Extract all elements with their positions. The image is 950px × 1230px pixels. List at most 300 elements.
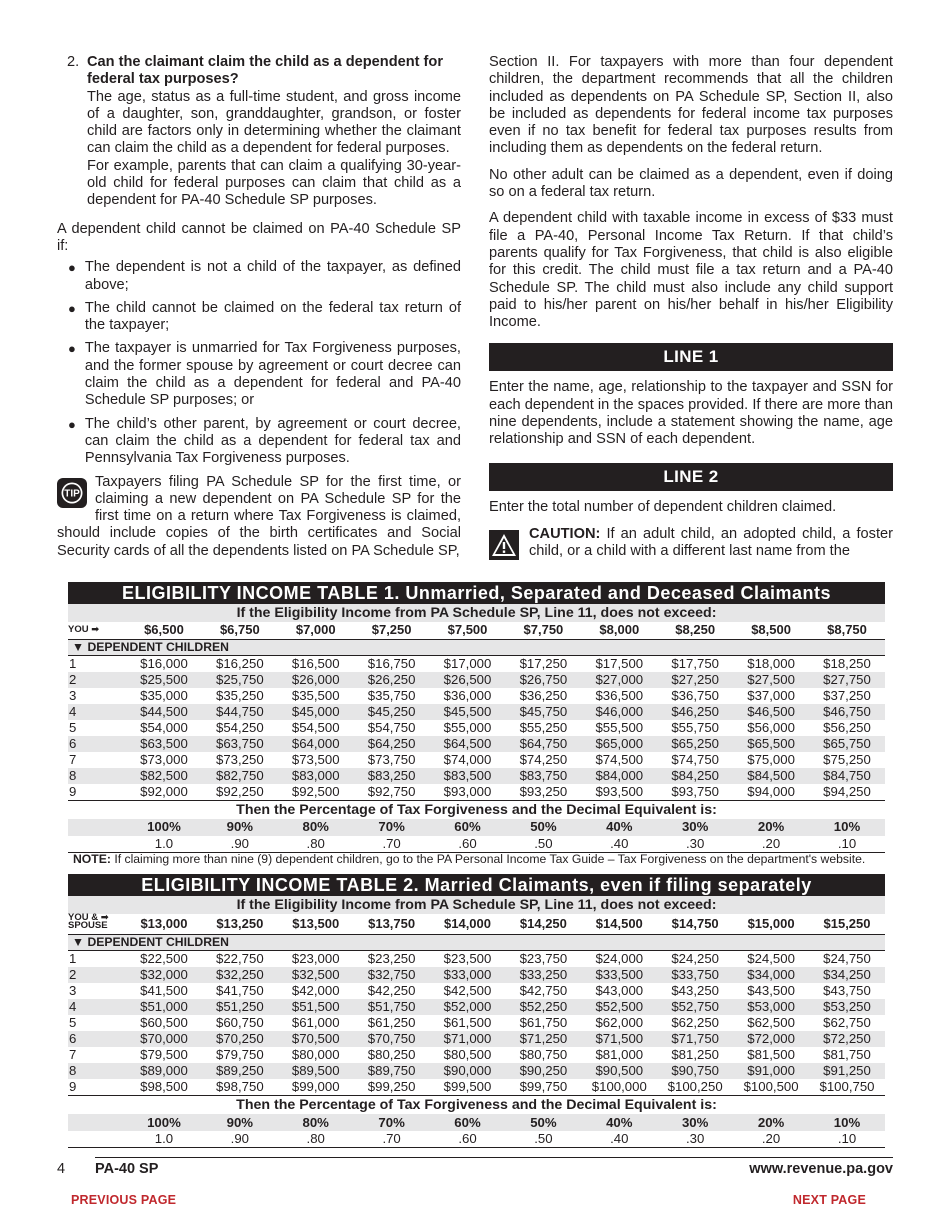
table-2-grid xyxy=(68,914,885,1148)
income-limit: $62,000 xyxy=(595,1015,644,1030)
income-threshold: $8,000 xyxy=(581,622,657,639)
forgiveness-percentage: 80% xyxy=(278,819,354,836)
income-limit: $80,000 xyxy=(291,1047,340,1062)
decimal-equivalent: .20 xyxy=(733,836,809,853)
income-limit: $24,750 xyxy=(823,951,871,966)
income-limit: $51,000 xyxy=(126,999,202,1015)
table-1-title: ELIGIBILITY INCOME TABLE 1. Unmarried, Separated and Deceased Claimants xyxy=(68,582,885,604)
forgiveness-percentage: 20% xyxy=(733,819,809,836)
footer-rule xyxy=(95,1157,893,1158)
forgiveness-percentage: 100% xyxy=(126,819,202,836)
income-limit: $17,750 xyxy=(671,655,720,671)
decimal-equivalent: .80 xyxy=(278,836,354,853)
income-limit: $42,750 xyxy=(519,983,568,998)
income-limit: $22,750 xyxy=(216,951,264,966)
income-threshold: $15,000 xyxy=(733,914,809,935)
forgiveness-percentage: 60% xyxy=(430,1114,506,1131)
income-threshold: $13,250 xyxy=(202,914,278,935)
income-limit: $100,500 xyxy=(733,1079,809,1096)
income-limit: $46,000 xyxy=(581,704,657,720)
percentage-row xyxy=(68,1114,885,1131)
list-item: ● The taxpayer is unmarried for Tax Forgiveness purposes, and the former spouse by agreement or court decree can claim the child as a dependent for federal and PA-40 Schedule SP purposes; or xyxy=(68,340,461,409)
income-limit: $52,250 xyxy=(505,999,581,1015)
income-limit: $55,250 xyxy=(519,719,568,735)
income-limit: $34,000 xyxy=(733,967,809,983)
page-number: 4 xyxy=(57,1161,66,1177)
income-limit: $84,250 xyxy=(657,768,733,784)
dependent-children-label: ▼ DEPENDENT CHILDREN xyxy=(68,639,885,655)
forgiveness-percentage: 70% xyxy=(354,819,430,836)
income-threshold: $13,000 xyxy=(126,914,202,935)
decimal-equivalent: .90 xyxy=(202,836,278,853)
tip-icon xyxy=(57,478,87,508)
income-limit: $32,250 xyxy=(202,967,278,983)
income-limit: $42,500 xyxy=(443,983,492,998)
decimal-equivalent: 1.0 xyxy=(126,836,202,853)
table-row xyxy=(68,951,885,968)
forgiveness-percentage: 70% xyxy=(354,1114,430,1131)
percentage-caption: Then the Percentage of Tax Forgiveness and the Decimal Equivalent is: xyxy=(236,801,717,818)
income-limit: $93,750 xyxy=(657,784,733,801)
decimal-equivalent: .40 xyxy=(581,1131,657,1148)
line-2-text: Enter the total number of dependent children claimed. xyxy=(489,498,837,515)
forgiveness-percentage: 90% xyxy=(202,819,278,836)
caution-label: CAUTION: xyxy=(529,525,601,542)
income-limit: $51,750 xyxy=(354,999,430,1015)
table-row xyxy=(68,967,885,983)
decimal-row xyxy=(68,1131,885,1148)
note-label: NOTE: xyxy=(73,852,111,866)
income-limit: $42,000 xyxy=(291,983,340,998)
income-limit: $27,750 xyxy=(809,672,885,688)
income-limit: $83,750 xyxy=(505,768,581,784)
dependent-count: 2 xyxy=(68,672,126,688)
income-limit: $41,500 xyxy=(140,983,188,998)
percentage-caption: Then the Percentage of Tax Forgiveness and the Decimal Equivalent is: xyxy=(236,1097,717,1113)
decimal-equivalent: .10 xyxy=(809,1131,885,1148)
income-limit: $70,250 xyxy=(202,1031,278,1047)
blank-cell xyxy=(68,1114,126,1131)
forgiveness-percentage: 30% xyxy=(657,1114,733,1131)
income-limit: $71,500 xyxy=(581,1031,657,1047)
income-threshold: $7,250 xyxy=(354,622,430,639)
income-limit: $74,750 xyxy=(671,751,720,767)
table-row xyxy=(68,784,885,801)
income-limit: $52,000 xyxy=(430,999,506,1015)
income-limit: $32,000 xyxy=(126,967,202,983)
income-limit: $23,000 xyxy=(291,951,340,966)
bullet-icon: ● xyxy=(68,341,76,357)
income-limit: $74,500 xyxy=(595,751,644,767)
forgiveness-percentage: 90% xyxy=(202,1114,278,1131)
income-limit: $51,250 xyxy=(202,999,278,1015)
income-limit: $75,000 xyxy=(747,751,795,767)
income-limit: $52,750 xyxy=(657,999,733,1015)
income-limit: $61,750 xyxy=(519,1015,568,1030)
income-limit: $60,750 xyxy=(216,1015,264,1030)
income-limit: $80,250 xyxy=(367,1047,416,1062)
svg-text:TIP: TIP xyxy=(64,488,80,500)
income-limit: $23,500 xyxy=(443,951,492,966)
income-limit: $91,250 xyxy=(809,1063,885,1079)
income-threshold: $13,750 xyxy=(354,914,430,935)
forgiveness-percentage: 50% xyxy=(505,1114,581,1131)
income-limit: $54,500 xyxy=(291,719,340,735)
income-limit: $18,000 xyxy=(747,655,795,671)
income-limit: $80,500 xyxy=(443,1047,492,1062)
table-row xyxy=(68,736,885,752)
dependent-count: 6 xyxy=(68,1031,126,1047)
income-limit: $27,000 xyxy=(581,672,657,688)
left-column xyxy=(57,54,461,560)
decimal-equivalent: .60 xyxy=(430,1131,506,1148)
income-limit: $90,000 xyxy=(430,1063,506,1079)
income-limit: $60,500 xyxy=(140,1015,188,1030)
line-1-text: Enter the name, age, relationship to the taxpayer and SSN for each dependent in the spaces provided. If there are more than nine dependents, include a statement showing the name, age relationship and SSN of each dependent. xyxy=(489,379,893,448)
income-limit: $72,000 xyxy=(733,1031,809,1047)
cannot-claim-intro: A dependent child cannot be claimed on PA-40 Schedule SP if: xyxy=(57,220,461,254)
tip-text: Taxpayers filing PA Schedule SP for the first time, or claiming a new dependent on PA Schedule SP for the first time on a return where Tax Forgiveness is claimed, should include copies of the birth certificates and Social Security cards of all the dependents listed on PA Schedule SP, xyxy=(57,473,461,559)
income-limit: $92,250 xyxy=(202,784,278,801)
income-threshold: $8,250 xyxy=(657,622,733,639)
income-limit: $45,250 xyxy=(354,704,430,720)
income-limit: $61,000 xyxy=(291,1015,340,1030)
bullet-icon: ● xyxy=(68,260,76,276)
income-limit: $61,500 xyxy=(443,1015,492,1030)
cannot-claim-list xyxy=(57,259,461,467)
bullet-icon: ● xyxy=(68,300,76,316)
income-limit: $32,750 xyxy=(354,967,430,983)
forgiveness-percentage: 50% xyxy=(505,819,581,836)
table-row xyxy=(68,1079,885,1096)
income-threshold: $7,000 xyxy=(278,622,354,639)
dependent-count: 5 xyxy=(69,719,77,735)
income-threshold: $14,000 xyxy=(430,914,506,935)
income-threshold: $13,500 xyxy=(278,914,354,935)
income-limit: $23,250 xyxy=(367,951,416,966)
table-row xyxy=(68,999,885,1015)
income-limit: $84,500 xyxy=(733,768,809,784)
claimant-label: YOU ➡ xyxy=(68,622,126,639)
income-limit: $79,500 xyxy=(140,1047,188,1062)
table-1-subtitle: If the Eligibility Income from PA Schedule SP, Line 11, does not exceed: xyxy=(68,604,885,622)
forgiveness-percentage: 60% xyxy=(430,819,506,836)
dependent-children-row xyxy=(68,935,885,951)
table-row xyxy=(68,983,885,999)
item-2 xyxy=(57,54,461,210)
income-limit: $46,500 xyxy=(733,704,809,720)
caution-block xyxy=(489,526,893,561)
caution-text: If an adult child, an adopted child, a foster child, or a child with a different last name from the xyxy=(529,525,893,560)
tip-block xyxy=(57,474,461,560)
income-limit: $65,500 xyxy=(733,736,809,752)
income-limit: $65,750 xyxy=(809,736,885,752)
income-limit: $82,750 xyxy=(202,768,278,784)
income-limit: $81,250 xyxy=(671,1047,720,1062)
dependent-count: 4 xyxy=(68,704,126,720)
income-limit: $81,000 xyxy=(595,1047,644,1062)
income-limit: $74,250 xyxy=(519,751,568,767)
income-limit: $75,250 xyxy=(823,751,871,767)
item-paragraph-2: For example, parents that can claim a qualifying 30-year-old child for federal purposes can claim that child as a dependent for PA-40 Schedule SP purposes. xyxy=(87,157,461,209)
table-row xyxy=(68,768,885,784)
income-limit: $17,500 xyxy=(595,655,644,671)
dependent-count: 2 xyxy=(68,967,126,983)
table-row xyxy=(68,720,885,736)
income-limit: $36,250 xyxy=(519,687,568,703)
income-limit: $73,250 xyxy=(216,751,264,767)
bullet-icon: ● xyxy=(68,416,76,432)
income-limit: $61,250 xyxy=(367,1015,416,1030)
income-threshold: $6,500 xyxy=(126,622,202,639)
eligibility-table-2 xyxy=(68,874,885,1148)
forgiveness-percentage: 10% xyxy=(809,1114,885,1131)
table-row xyxy=(68,1047,885,1063)
income-limit: $43,500 xyxy=(747,983,795,998)
dependent-count: 5 xyxy=(69,1015,77,1030)
dependent-count: 1 xyxy=(69,951,77,966)
income-limit: $81,750 xyxy=(823,1047,871,1062)
income-limit: $46,250 xyxy=(657,704,733,720)
income-limit: $92,750 xyxy=(354,784,430,801)
income-limit: $43,750 xyxy=(823,983,871,998)
percentage-caption-row xyxy=(68,1096,885,1115)
list-item: ● The child’s other parent, by agreement or court decree, can claim the child as a dependent for federal tax and Pennsylvania Tax Forgiveness purposes. xyxy=(68,415,461,467)
income-limit: $92,500 xyxy=(278,784,354,801)
income-limit: $35,000 xyxy=(140,687,188,703)
next-page-link[interactable]: NEXT PAGE xyxy=(792,1193,866,1207)
income-limit: $84,000 xyxy=(581,768,657,784)
decimal-equivalent: .60 xyxy=(430,836,506,853)
income-limit: $36,750 xyxy=(671,687,720,703)
income-limit: $83,000 xyxy=(278,768,354,784)
item-paragraph-1: The age, status as a full-time student, and gross income of a daughter, son, granddaughter, grandson, or foster child are factors only in determining whether the claimant can claim the child as a dependent for federal purposes. xyxy=(87,88,461,157)
income-limit: $89,750 xyxy=(354,1063,430,1079)
income-limit: $24,250 xyxy=(671,951,720,966)
income-header-row xyxy=(68,622,885,639)
income-limit: $98,750 xyxy=(202,1079,278,1096)
income-limit: $24,000 xyxy=(595,951,644,966)
income-limit: $55,000 xyxy=(443,719,492,735)
dependent-count: 6 xyxy=(68,736,126,752)
income-limit: $73,000 xyxy=(140,751,188,767)
decimal-equivalent: .90 xyxy=(202,1131,278,1148)
dependent-count: 1 xyxy=(69,655,77,671)
income-limit: $32,500 xyxy=(278,967,354,983)
decimal-equivalent: .50 xyxy=(505,836,581,853)
income-limit: $73,500 xyxy=(291,751,340,767)
income-limit: $35,750 xyxy=(367,687,416,703)
right-paragraph-1: Section II. For taxpayers with more than four dependent children, the department recommends that all the children included as dependents on PA Schedule SP, Section II, also be included as dependents for federal income tax purposes even if no tax benefit for federal tax purposes results from including them as dependents on the federal return. xyxy=(489,54,893,157)
income-limit: $100,000 xyxy=(581,1079,657,1096)
income-limit: $84,750 xyxy=(809,768,885,784)
income-limit: $18,250 xyxy=(823,655,871,671)
income-limit: $74,000 xyxy=(443,751,492,767)
dependent-count: 3 xyxy=(69,687,77,703)
income-limit: $37,000 xyxy=(747,687,795,703)
dependent-count: 4 xyxy=(68,999,126,1015)
income-limit: $16,250 xyxy=(216,655,264,671)
income-limit: $43,000 xyxy=(595,983,644,998)
forgiveness-percentage: 80% xyxy=(278,1114,354,1131)
income-limit: $54,000 xyxy=(140,719,188,735)
income-limit: $93,500 xyxy=(581,784,657,801)
income-limit: $65,250 xyxy=(657,736,733,752)
income-limit: $93,000 xyxy=(430,784,506,801)
income-limit: $62,250 xyxy=(671,1015,720,1030)
income-limit: $54,750 xyxy=(367,719,416,735)
income-limit: $90,500 xyxy=(581,1063,657,1079)
income-limit: $34,250 xyxy=(809,967,885,983)
income-limit: $26,250 xyxy=(354,672,430,688)
dependent-count: 8 xyxy=(68,768,126,784)
income-limit: $53,250 xyxy=(809,999,885,1015)
table-row xyxy=(68,1063,885,1079)
caution-icon xyxy=(489,530,519,560)
item-question: Can the claimant claim the child as a dependent for federal tax purposes? xyxy=(87,54,444,88)
income-limit: $35,500 xyxy=(291,687,340,703)
table-2-subtitle: If the Eligibility Income from PA Schedule SP, Line 11, does not exceed: xyxy=(68,896,885,914)
income-limit: $26,000 xyxy=(278,672,354,688)
income-limit: $100,750 xyxy=(809,1079,885,1096)
blank-cell xyxy=(68,819,126,836)
income-header-row xyxy=(68,914,885,935)
forgiveness-percentage: 30% xyxy=(657,819,733,836)
decimal-equivalent: .80 xyxy=(278,1131,354,1148)
income-limit: $33,000 xyxy=(430,967,506,983)
income-limit: $44,500 xyxy=(126,704,202,720)
income-limit: $64,750 xyxy=(505,736,581,752)
income-threshold: $6,750 xyxy=(202,622,278,639)
dependent-count: 7 xyxy=(69,1047,77,1062)
income-threshold: $8,750 xyxy=(809,622,885,639)
income-limit: $73,750 xyxy=(367,751,416,767)
income-limit: $43,250 xyxy=(671,983,720,998)
income-limit: $54,250 xyxy=(216,719,264,735)
note xyxy=(73,852,865,866)
decimal-equivalent: .70 xyxy=(354,836,430,853)
decimal-equivalent: .10 xyxy=(809,836,885,853)
income-limit: $99,250 xyxy=(354,1079,430,1096)
income-limit: $83,250 xyxy=(354,768,430,784)
income-threshold: $14,250 xyxy=(505,914,581,935)
income-limit: $16,750 xyxy=(367,655,416,671)
income-limit: $81,500 xyxy=(747,1047,795,1062)
income-threshold: $7,500 xyxy=(430,622,506,639)
dependent-count: 7 xyxy=(69,751,77,767)
income-limit: $27,250 xyxy=(657,672,733,688)
blank-cell xyxy=(68,1131,126,1148)
item-number: 2. xyxy=(67,54,80,70)
forgiveness-percentage: 20% xyxy=(733,1114,809,1131)
income-limit: $17,000 xyxy=(443,655,492,671)
income-limit: $62,500 xyxy=(747,1015,795,1030)
income-limit: $45,000 xyxy=(278,704,354,720)
income-limit: $56,250 xyxy=(823,719,871,735)
income-limit: $36,000 xyxy=(443,687,492,703)
income-limit: $92,000 xyxy=(126,784,202,801)
income-limit: $62,750 xyxy=(823,1015,871,1030)
form-name: PA-40 SP xyxy=(95,1161,159,1177)
income-limit: $35,250 xyxy=(216,687,264,703)
income-limit: $90,250 xyxy=(505,1063,581,1079)
decimal-row xyxy=(68,836,885,853)
income-limit: $42,250 xyxy=(367,983,416,998)
website: www.revenue.pa.gov xyxy=(749,1161,893,1177)
income-limit: $45,500 xyxy=(430,704,506,720)
decimal-equivalent: 1.0 xyxy=(126,1131,202,1148)
income-limit: $33,250 xyxy=(505,967,581,983)
previous-page-link[interactable]: PREVIOUS PAGE xyxy=(71,1193,177,1207)
income-limit: $51,500 xyxy=(278,999,354,1015)
income-limit: $82,500 xyxy=(126,768,202,784)
forgiveness-percentage: 10% xyxy=(809,819,885,836)
table-1-grid xyxy=(68,622,885,853)
decimal-equivalent: .50 xyxy=(505,1131,581,1148)
income-limit: $90,750 xyxy=(657,1063,733,1079)
eligibility-table-1 xyxy=(68,582,885,853)
income-limit: $72,250 xyxy=(809,1031,885,1047)
income-limit: $91,000 xyxy=(733,1063,809,1079)
dependent-count: 8 xyxy=(68,1063,126,1079)
income-limit: $70,750 xyxy=(354,1031,430,1047)
table-row xyxy=(68,704,885,720)
income-limit: $70,500 xyxy=(278,1031,354,1047)
income-limit: $53,000 xyxy=(733,999,809,1015)
income-limit: $64,500 xyxy=(430,736,506,752)
income-limit: $27,500 xyxy=(733,672,809,688)
income-limit: $94,250 xyxy=(809,784,885,801)
decimal-equivalent: .40 xyxy=(581,836,657,853)
income-limit: $56,000 xyxy=(747,719,795,735)
list-item: ● The dependent is not a child of the taxpayer, as defined above; xyxy=(68,259,461,293)
decimal-equivalent: .70 xyxy=(354,1131,430,1148)
income-limit: $71,250 xyxy=(505,1031,581,1047)
income-limit: $25,500 xyxy=(126,672,202,688)
income-limit: $93,250 xyxy=(505,784,581,801)
income-limit: $80,750 xyxy=(519,1047,568,1062)
table-row xyxy=(68,688,885,704)
income-limit: $44,750 xyxy=(202,704,278,720)
dependent-children-row xyxy=(68,639,885,655)
income-limit: $22,500 xyxy=(140,951,188,966)
right-column xyxy=(489,54,893,562)
line-2-heading: LINE 2 xyxy=(489,463,893,491)
income-limit: $94,000 xyxy=(733,784,809,801)
income-limit: $71,750 xyxy=(657,1031,733,1047)
table-row xyxy=(68,752,885,768)
income-limit: $71,000 xyxy=(430,1031,506,1047)
income-limit: $46,750 xyxy=(809,704,885,720)
income-limit: $99,500 xyxy=(430,1079,506,1096)
right-paragraph-3: A dependent child with taxable income in excess of $33 must file a PA-40, Personal Income Tax Return. If that child’s parents qualify for Tax Forgiveness, that child is also eligible for this credit. The child must file a tax return and a PA-40 Schedule SP. The child must also include any child support paid to his/her parent on his/her behalf in his/her Eligibility Income. xyxy=(489,210,893,331)
income-limit: $33,500 xyxy=(581,967,657,983)
income-limit: $52,500 xyxy=(581,999,657,1015)
blank-cell xyxy=(68,836,126,853)
income-limit: $79,750 xyxy=(216,1047,264,1062)
list-item: ● The child cannot be claimed on the federal tax return of the taxpayer; xyxy=(68,299,461,334)
income-limit: $33,750 xyxy=(657,967,733,983)
percentage-caption-row xyxy=(68,800,885,819)
income-limit: $89,250 xyxy=(202,1063,278,1079)
income-limit: $55,750 xyxy=(671,719,720,735)
forgiveness-percentage: 100% xyxy=(126,1114,202,1131)
table-row xyxy=(68,1031,885,1047)
income-threshold: $7,750 xyxy=(505,622,581,639)
income-limit: $55,500 xyxy=(595,719,644,735)
income-limit: $16,000 xyxy=(140,655,188,671)
income-limit: $37,250 xyxy=(823,687,871,703)
